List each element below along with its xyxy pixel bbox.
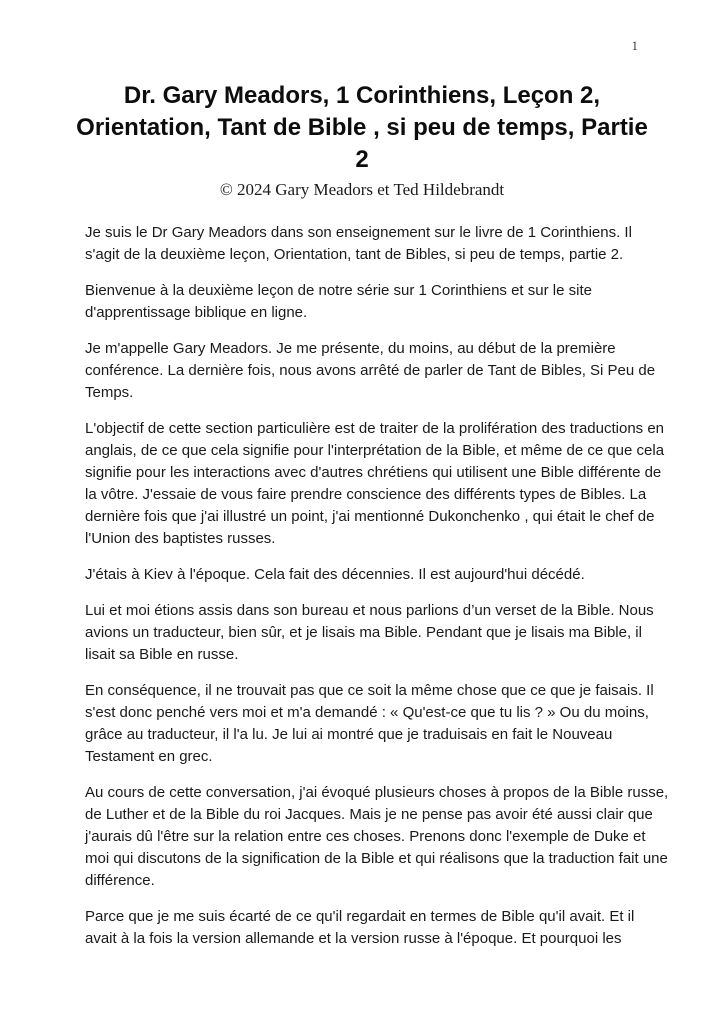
paragraph-1: Je suis le Dr Gary Meadors dans son enseignement sur le livre de 1 Corinthiens. Il s'agit de la deuxième leçon, Orientation, tant de Bibles, si peu de temps, partie 2. bbox=[85, 224, 632, 263]
paragraph-3: Je m'appelle Gary Meadors. Je me présente, du moins, au début de la première conférence. La dernière fois, nous avons arrêté de parler de Tant de Bibles, Si Peu de Temps. bbox=[85, 340, 656, 401]
document-title bbox=[30, 80, 694, 176]
paragraph-5: J'étais à Kiev à l'époque. Cela fait des décennies. Il est aujourd'hui décédé. bbox=[85, 566, 585, 583]
paragraph-6: Lui et moi étions assis dans son bureau et nous parlions d’un verset de la Bible. Nous avions un traducteur, bien sûr, et je lisais ma Bible. Pendant que je lisais ma Bible, il lisait sa Bible en russe. bbox=[85, 602, 654, 663]
paragraph-7: En conséquence, il ne trouvait pas que ce soit la même chose que ce que je faisais. Il s'est donc penché vers moi et m'a demandé : « Qu'est-ce que tu lis ? » Ou du moins, grâce au traducteur, il l'a lu. Je lui ai montré que je traduisais en fait le Nouveau Testament en grec. bbox=[85, 682, 654, 765]
title-line-1: Dr. Gary Meadors, 1 Corinthiens, Leçon 2, bbox=[123, 82, 601, 109]
paragraph-2: Bienvenue à la deuxième leçon de notre série sur 1 Corinthiens et sur le site d'apprentissage biblique en ligne. bbox=[85, 282, 592, 321]
title-line-3: 2 bbox=[355, 146, 369, 173]
page-number: 1 bbox=[631, 38, 638, 53]
paragraph-9: Parce que je me suis écarté de ce qu'il regardait en termes de Bible qu'il avait. Et il avait à la fois la version allemande et la version russe à l'époque. Et pourquoi les bbox=[85, 908, 635, 947]
paragraph-4: L'objectif de cette section particulière est de traiter de la prolifération des traductions en anglais, de ce que cela signifie pour l'interprétation de la Bible, et même de ce que cela signifie pour les interactions avec d'autres chrétiens qui utilisent une Bible différente de la vôtre. J'essaie de vous faire prendre conscience des différents types de Bibles. La dernière fois que j'ai illustré un point, j'ai mentionné Dukonchenko , qui était le chef de l'Union des baptistes russes. bbox=[85, 420, 665, 547]
document-body bbox=[85, 222, 670, 950]
paragraph-8: Au cours de cette conversation, j'ai évoqué plusieurs choses à propos de la Bible russe, de Luther et de la Bible du roi Jacques. Mais je ne pense pas avoir été aussi clair que j'aurais dû l'être sur la relation entre ces choses. Prenons donc l'exemple de Duke et moi qui discutons de la signification de la Bible et qui réalisons que la traduction fait une différence. bbox=[85, 784, 669, 889]
title-line-2: Orientation, Tant de Bible , si peu de temps, Partie bbox=[76, 114, 648, 141]
copyright-line: © 2024 Gary Meadors et Ted Hildebrandt bbox=[219, 180, 505, 199]
